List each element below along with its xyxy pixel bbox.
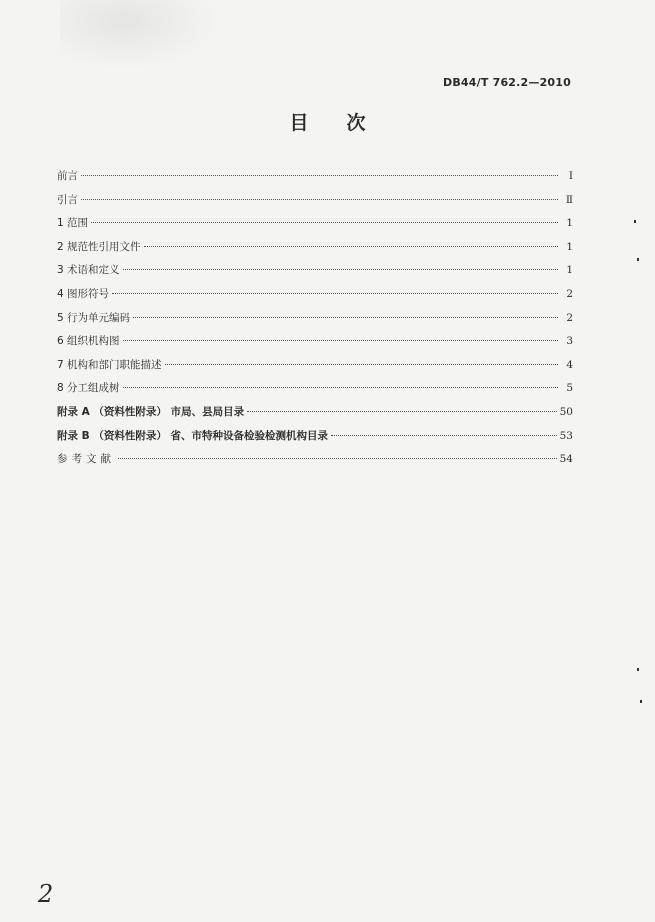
dot-leader (123, 269, 558, 270)
toc-entry[interactable] (57, 262, 573, 286)
toc-entry[interactable] (57, 428, 573, 452)
toc-entry-label: 7 机构和部门职能描述 (57, 358, 162, 371)
toc-entry[interactable] (57, 451, 573, 475)
scan-speck (634, 220, 636, 223)
dot-leader (123, 340, 558, 341)
dot-leader (247, 411, 557, 412)
dot-leader (112, 293, 558, 294)
toc-entry-label: 参考文献 (57, 453, 115, 466)
dot-leader (81, 175, 558, 176)
toc-entry-page: 1 (566, 240, 573, 253)
toc-entry[interactable] (57, 357, 573, 381)
table-of-contents (57, 168, 573, 475)
toc-entry-label: 2 规范性引用文件 (57, 240, 141, 253)
toc-entry[interactable] (57, 239, 573, 263)
dot-leader (144, 246, 558, 247)
toc-entry-label: 4 图形符号 (57, 287, 110, 300)
dot-leader (91, 222, 558, 223)
dot-leader (331, 435, 557, 436)
toc-entry[interactable] (57, 404, 573, 428)
toc-entry-page: Ⅰ (568, 170, 573, 182)
page-number: 2 (38, 880, 54, 908)
toc-entry-label: 附录 B （资料性附录） 省、市特种设备检验检测机构目录 (57, 429, 328, 442)
toc-entry[interactable] (57, 310, 573, 334)
toc-entry-label: 8 分工组成树 (57, 382, 120, 395)
toc-entry-page: 53 (559, 429, 573, 442)
toc-entry-page: 1 (566, 264, 573, 277)
toc-entry-page: 50 (559, 405, 573, 418)
dot-leader (165, 364, 558, 365)
toc-entry[interactable] (57, 380, 573, 404)
toc-entry-label: 前言 (57, 170, 78, 182)
toc-entry[interactable] (57, 286, 573, 310)
toc-entry[interactable] (57, 168, 573, 192)
toc-entry[interactable] (57, 215, 573, 239)
toc-entry[interactable] (57, 333, 573, 357)
dot-leader (123, 387, 558, 388)
toc-entry-label: 3 术语和定义 (57, 264, 120, 277)
toc-entry-page: 2 (566, 287, 573, 300)
scan-speck (637, 668, 639, 671)
toc-entry-label: 1 范围 (57, 217, 89, 230)
toc-entry-label: 附录 A （资料性附录） 市局、县局目录 (57, 405, 245, 418)
toc-entry-label: 引言 (57, 193, 78, 206)
scan-smudge (60, 0, 220, 70)
scan-speck (637, 258, 639, 261)
toc-entry-page: 1 (566, 217, 573, 230)
toc-entry-page: 2 (566, 311, 573, 324)
toc-entry-page: 4 (566, 358, 573, 371)
scan-speck (640, 700, 642, 703)
toc-entry-page: 54 (559, 453, 573, 466)
toc-entry-label: 5 行为单元编码 (57, 311, 131, 324)
page-title: 目 次 (289, 112, 366, 134)
dot-leader (118, 458, 557, 459)
toc-entry-page: 3 (566, 335, 573, 348)
toc-entry-page: 5 (566, 382, 573, 395)
toc-entry-page: Ⅱ (565, 193, 573, 206)
dot-leader (133, 317, 558, 318)
toc-entry-label: 6 组织机构图 (57, 335, 120, 348)
toc-entry[interactable] (57, 192, 573, 216)
document-code: DB44/T 762.2—2010 (443, 76, 571, 89)
dot-leader (81, 199, 558, 200)
